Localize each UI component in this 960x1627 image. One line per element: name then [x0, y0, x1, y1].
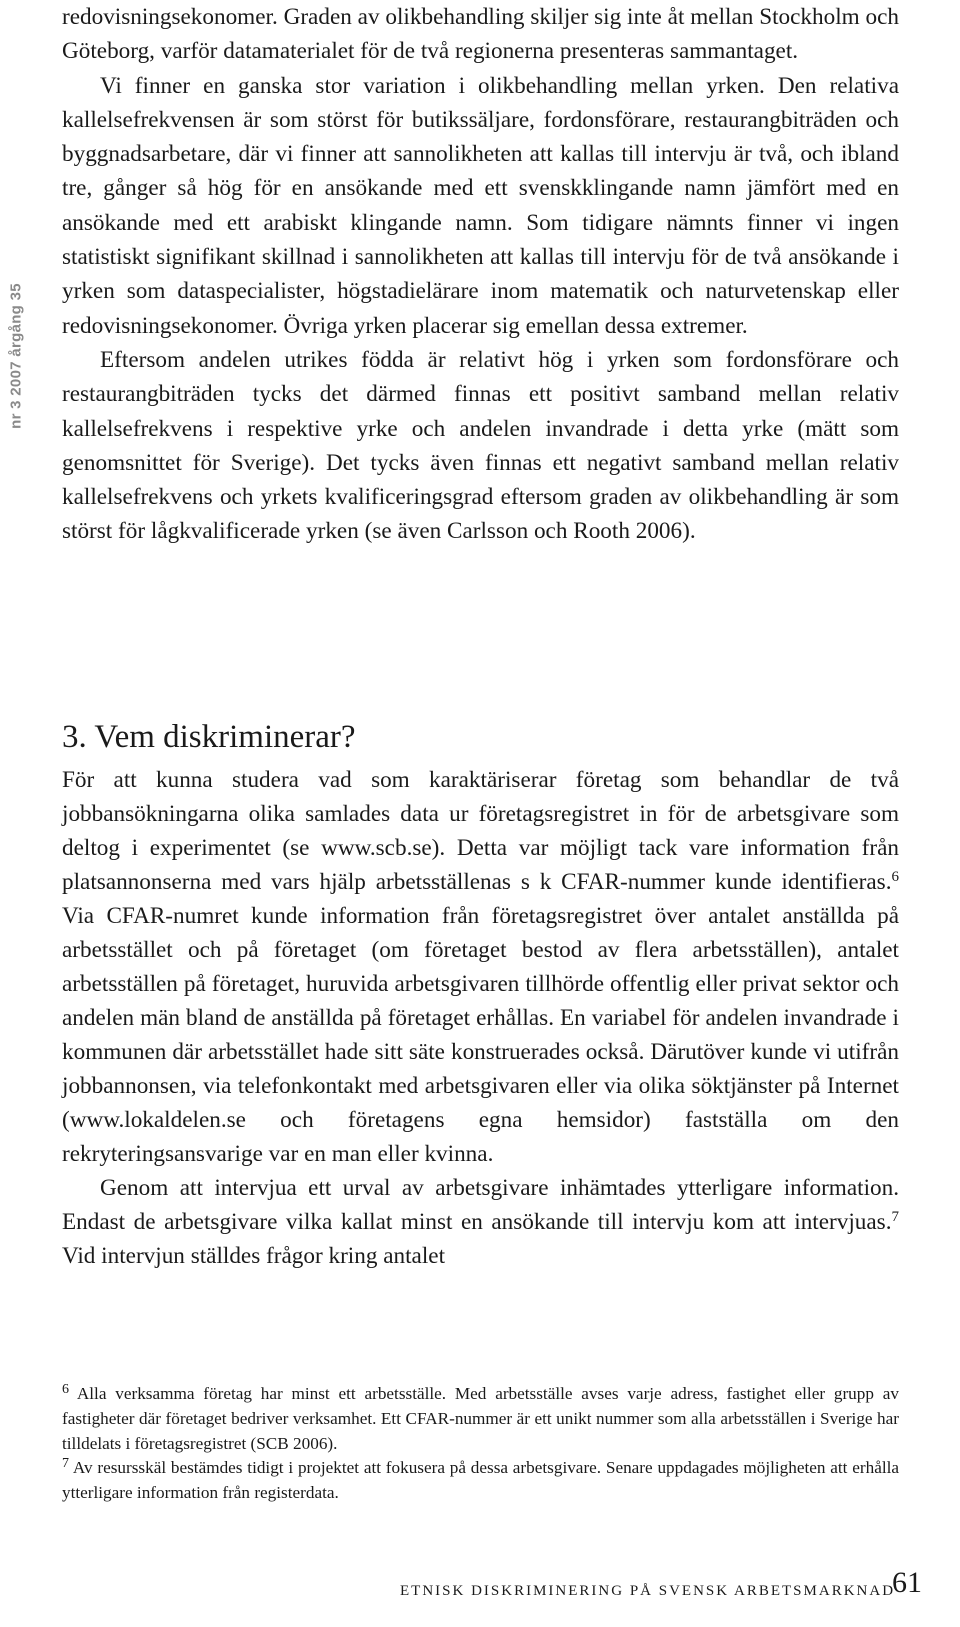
- paragraph-firm-data-part2: Via CFAR-numret kunde information från företagsregistret över antalet anställda på arbetsstället och på företaget (om företaget bestod av flera arbetsställen), antalet arbetsställen på företaget, huruvida arbetsgivaren tillhörde offentlig eller privat sektor och andelen män bland de anställda på företaget erhållas. En variabel för andelen invandrade i kommunen där arbetsstället hade sitt säte konstruerades också. Därutöver kunde vi utifrån jobbannonsen, via telefonkontakt med arbetsgivaren eller via olika söktjänster på Internet (www.lokaldelen.se och företagens egna hemsidor) fastställa om den rekryteringsansvarige var en man eller kvinna.: [62, 903, 899, 1167]
- journal-issue-margin-note: [3, 246, 29, 466]
- footnote-6-text: Alla verksamma företag har minst ett arbetsställe. Med arbetsställe avses varje adress, fastighet eller grupp av fastigheter där företaget bedriver verksamhet. Ett CFAR-nummer är ett unikt nummer som alla arbetsställen i Sverige har tilldelats i företagsregistret (SCB 2006).: [62, 1384, 899, 1453]
- footnote-7-number: 7: [62, 1456, 69, 1472]
- paragraph-firm-data-part1: För att kunna studera vad som karaktäriserar företag som behandlar de två jobbansökningarna olika samlades data ur företagsregistret in för de arbetsgivare som deltog i experimentet (se www.scb.se). Detta var möjligt tack vare information från platsannonserna med vars hjälp arbetsställenas s k CFAR-nummer kunde identifieras.: [62, 767, 899, 895]
- paragraph-employer-interviews: [62, 1171, 899, 1273]
- footnote-6-number: 6: [62, 1382, 69, 1397]
- paragraph-foreign-born-share: Eftersom andelen utrikes födda är relativt hög i yrken som fordonsförare och restaurangbiträden tycks det därmed finnas ett positivt samband mellan relativ kallelsefrekvens i respektive yrke och andelen invandrade i detta yrke (mätt som genomsnittet för Sverige). Det tycks även finnas ett negativt samband mellan relativ kallelsefrekvens och yrkets kvalificeringsgrad eftersom graden av olikbehandling är som störst för lågkvalificerade yrken (se även Carlsson och Rooth 2006).: [62, 346, 899, 545]
- page-number: 61: [892, 1566, 922, 1599]
- paragraph-interviews-part1: Genom att intervjua ett urval av arbetsgivare inhämtades ytterligare information. Endast de arbetsgivare vilka kallat minst en ansökande till intervju kom att intervjuas.: [62, 1175, 899, 1235]
- paragraph-occupation-variation: Vi finner en ganska stor variation i olikbehandling mellan yrken. Den relativa kallelsefrekvensen är som störst för butikssäljare, fordonsförare, restaurangbiträden och byggnadsarbetare, där vi finner att sannolikheten att kallas till intervju är två, och ibland tre, gånger så hög för en ansökande med ett svenskklingande namn jämfört med en ansökande med ett arabiskt klingande namn. Som tidigare nämnts finner vi ingen statistiskt signifikant skillnad i sannolikheten att kallas till intervju för de två ansökande i yrken som dataspecialister, högstadielärare inom matematik och naturvetenskap eller redovisningsekonomer. Övriga yrken placerar sig emellan dessa extremer.: [62, 72, 899, 339]
- body-text-section: [62, 763, 899, 1273]
- running-footer: ETNISK DISKRIMINERING PÅ SVENSK ARBETSMARKNAD: [400, 1583, 896, 1599]
- footnote-7: [62, 1456, 899, 1506]
- paragraph-firm-data: [62, 763, 899, 1171]
- body-text-top: [62, 0, 899, 549]
- section-heading: 3. Vem diskriminerar?: [62, 719, 356, 755]
- footnote-7-text: Av resursskäl bestämdes tidigt i projektet att fokusera på dessa arbetsgivare. Senare uppdagades möjligheten att erhålla ytterligare information från registerdata.: [62, 1458, 899, 1503]
- footnotes: [62, 1382, 899, 1506]
- margin-note-text: nr 3 2007 årgång 35: [7, 283, 25, 429]
- footnote-ref-7[interactable]: 7: [891, 1209, 899, 1225]
- paragraph-continuation: redovisningsekonomer. Graden av olikbehandling skiljer sig inte åt mellan Stockholm och Göteborg, varför datamaterialet för de två regionerna presenteras sammantaget.: [62, 4, 899, 65]
- paragraph-interviews-part2: Vid intervjun ställdes frågor kring antalet: [62, 1243, 446, 1269]
- footnote-ref-6[interactable]: 6: [891, 869, 899, 885]
- footnote-6: [62, 1382, 899, 1456]
